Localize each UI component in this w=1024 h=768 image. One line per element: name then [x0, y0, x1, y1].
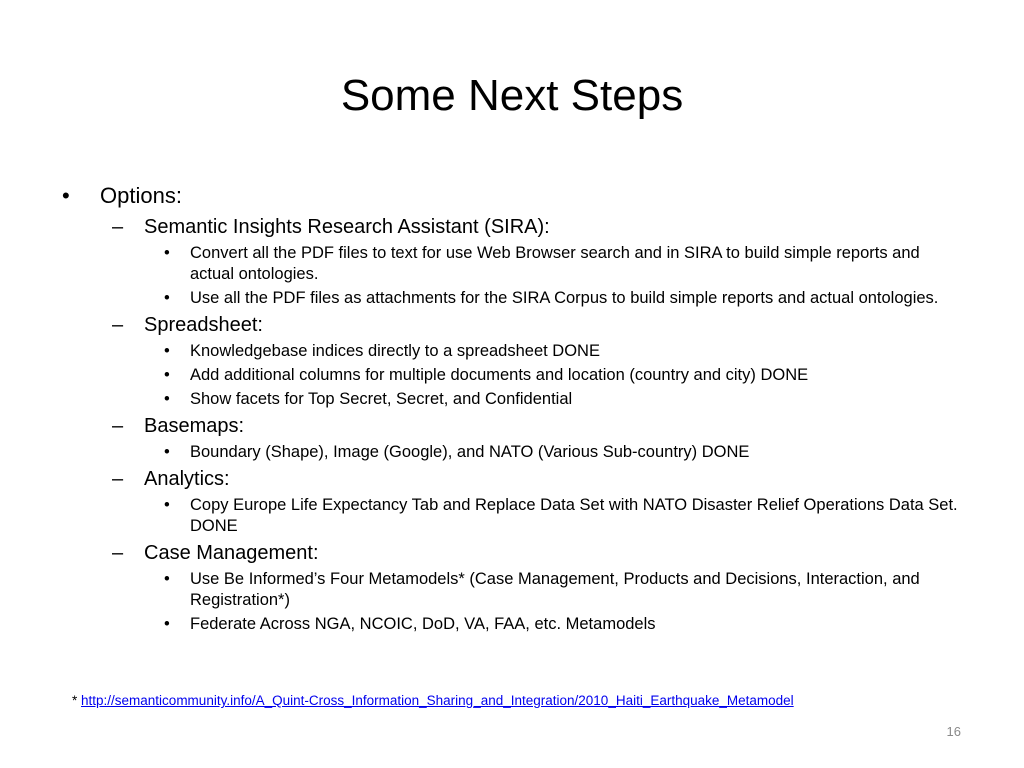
bullet-glyph: •: [164, 443, 170, 461]
sub-sub-item: [62, 442, 962, 463]
page-number: 16: [946, 724, 961, 739]
sub-sub-item: [62, 569, 962, 611]
bullet-text: Options:: [100, 183, 182, 208]
sub-sub-item: [62, 243, 962, 285]
sub-item: [62, 540, 962, 566]
footnote-link[interactable]: http://semanticommunity.info/A_Quint-Cross_Information_Sharing_and_Integration/2010_Haiti_Earthquake_Metamodel: [81, 693, 794, 708]
sub-sub-item: [62, 341, 962, 362]
sub-item: [62, 214, 962, 240]
sub-sub-item-text: Federate Across NGA, NCOIC, DoD, VA, FAA, etc. Metamodels: [190, 615, 656, 633]
sub-item: [62, 413, 962, 439]
sub-sub-item-text: Copy Europe Life Expectancy Tab and Replace Data Set with NATO Disaster Relief Operations Data Set. DONE: [190, 496, 958, 535]
sub-item: [62, 312, 962, 338]
slide-title: Some Next Steps: [340, 71, 684, 120]
bullet-glyph: •: [164, 342, 170, 360]
dash-glyph: –: [112, 542, 124, 564]
sub-sub-item: [62, 365, 962, 386]
bullet-glyph: •: [164, 570, 170, 588]
sub-item: [62, 466, 962, 492]
sub-sub-item-text: Use Be Informed’s Four Metamodels* (Case Management, Products and Decisions, Interaction, and Registration*): [190, 570, 920, 609]
sub-sub-item-text: Convert all the PDF files to text for use Web Browser search and in SIRA to build simple reports and actual ontologies.: [190, 244, 920, 283]
sub-sub-item-text: Add additional columns for multiple documents and location (country and city) DONE: [190, 366, 809, 384]
sub-sub-item: [62, 495, 962, 537]
sub-sub-item: [62, 389, 962, 410]
sub-item-text: Basemaps:: [144, 415, 245, 437]
bullet-list: [62, 181, 962, 635]
sub-item-text: Spreadsheet:: [144, 314, 263, 336]
bullet-item: [62, 181, 962, 211]
bullet-glyph: •: [164, 390, 170, 408]
sub-sub-item-text: Knowledgebase indices directly to a spreadsheet DONE: [190, 342, 600, 360]
sub-item-text: Semantic Insights Research Assistant (SIRA):: [144, 216, 550, 238]
bullet-glyph: •: [164, 366, 170, 384]
bullet-glyph: •: [164, 615, 170, 633]
bullet-glyph: •: [164, 289, 170, 307]
sub-sub-item-text: Show facets for Top Secret, Secret, and Confidential: [190, 390, 573, 408]
sub-item-text: Case Management:: [144, 542, 319, 564]
sub-sub-item: [62, 288, 962, 309]
bullet-glyph: •: [62, 183, 70, 208]
footnote: [72, 692, 794, 710]
sub-sub-item: [62, 614, 962, 635]
dash-glyph: –: [112, 314, 124, 336]
bullet-glyph: •: [164, 496, 170, 514]
bullet-glyph: •: [164, 244, 170, 262]
sub-sub-item-text: Boundary (Shape), Image (Google), and NATO (Various Sub-country) DONE: [190, 443, 750, 461]
sub-sub-item-text: Use all the PDF files as attachments for the SIRA Corpus to build simple reports and actual ontologies.: [190, 289, 939, 307]
dash-glyph: –: [112, 216, 124, 238]
footnote-marker: *: [72, 693, 82, 708]
dash-glyph: –: [112, 415, 124, 437]
dash-glyph: –: [112, 468, 124, 490]
sub-item-text: Analytics:: [144, 468, 230, 490]
